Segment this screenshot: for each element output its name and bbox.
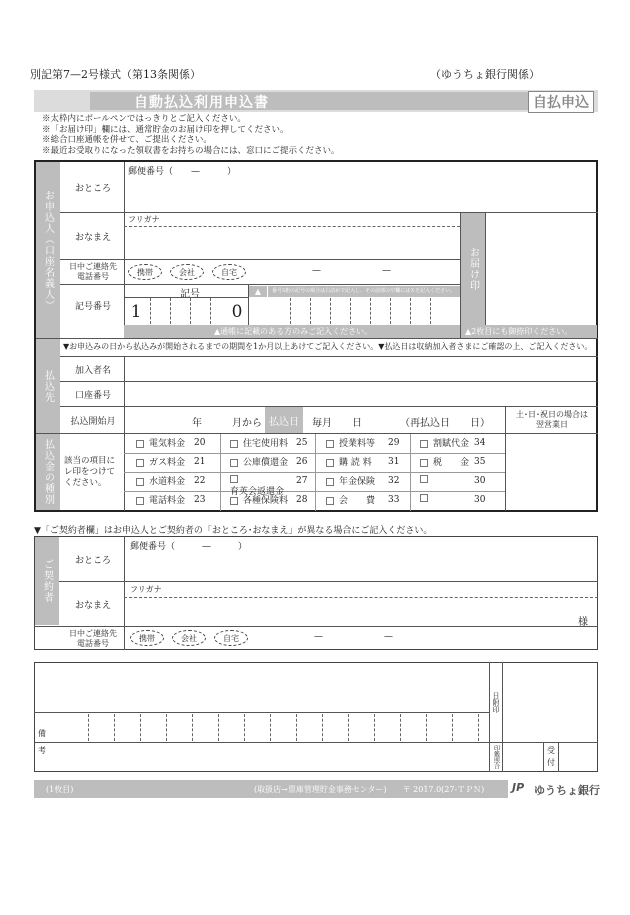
form-number: 別記第7—2号様式（第13条関係） bbox=[30, 68, 201, 81]
payment-type-item[interactable] bbox=[230, 493, 296, 509]
phone-separator: — bbox=[314, 632, 323, 642]
checkbox-icon[interactable] bbox=[230, 475, 238, 483]
payment-type-item[interactable] bbox=[136, 455, 194, 471]
holiday-note-line: 翌営業日 bbox=[536, 420, 568, 429]
payment-type-item[interactable] bbox=[326, 474, 388, 490]
note: ※太枠内にボールペンではっきりとご記入ください。 bbox=[42, 114, 246, 124]
payment-type-item[interactable] bbox=[420, 474, 474, 490]
payment-type-item[interactable] bbox=[326, 455, 388, 471]
name-field[interactable] bbox=[126, 228, 458, 258]
warning-bar-1 bbox=[124, 325, 460, 338]
payment-type-item[interactable] bbox=[326, 493, 388, 509]
year-unit: 年 bbox=[192, 418, 202, 429]
address-label: おところ bbox=[74, 183, 111, 194]
postal-code-field[interactable]: 郵便番号（ — ） bbox=[128, 167, 237, 177]
account-number-label: 記号番号 bbox=[74, 301, 111, 312]
instructions bbox=[42, 114, 340, 156]
payment-type-code: 25 bbox=[296, 438, 308, 448]
warning-bar-2 bbox=[461, 325, 597, 338]
contract-name-field[interactable] bbox=[126, 599, 566, 623]
contract-side-label: ご契約者 bbox=[35, 537, 59, 625]
kigou-digit: 1 bbox=[130, 302, 142, 322]
checkbox-icon[interactable] bbox=[420, 459, 428, 467]
kigou-label: 記号 bbox=[180, 289, 200, 300]
remarks-divider bbox=[348, 714, 349, 741]
payment-type-label: 授業料等 bbox=[339, 439, 376, 449]
payment-type-code: 34 bbox=[474, 438, 486, 448]
receipt-label-char: 受 bbox=[547, 746, 555, 755]
remarks-divider bbox=[244, 714, 245, 741]
payment-type-code: 28 bbox=[296, 495, 308, 505]
payment-type-item[interactable] bbox=[230, 474, 296, 497]
second-sheet-warning-text: 2枚目にも御捺印ください。 bbox=[471, 327, 573, 336]
remarks-divider bbox=[452, 714, 453, 741]
payment-type-code: 23 bbox=[194, 495, 206, 505]
checkbox-icon[interactable] bbox=[326, 497, 334, 505]
checkbox-icon[interactable] bbox=[326, 478, 334, 486]
remarks-divider bbox=[322, 714, 323, 741]
note: ※最近お受取りになった領収書をお持ちの場合には、窓口にご提示ください。 bbox=[42, 145, 340, 156]
phone-type-office[interactable]: 会社 bbox=[170, 264, 204, 280]
bank-relation: （ゆうちょ銀行関係） bbox=[430, 68, 540, 81]
handler-label: 印鑑照合 bbox=[492, 745, 500, 769]
type-instruction-line: 該当の項目に bbox=[64, 456, 116, 466]
phone-label-line: 電話番号 bbox=[77, 272, 109, 281]
remarks-divider bbox=[88, 714, 89, 741]
payment-type-code: 30 bbox=[474, 495, 486, 505]
payment-day-tag: 払込日 bbox=[265, 407, 303, 433]
title-banner bbox=[34, 90, 598, 112]
checkbox-icon[interactable] bbox=[136, 478, 144, 486]
type-instruction-line: ください。 bbox=[64, 478, 107, 488]
payment-type-code: 31 bbox=[388, 457, 400, 467]
checkbox-icon[interactable] bbox=[420, 440, 428, 448]
company-label: 加入者名 bbox=[74, 365, 111, 376]
payee-notice: ▼お申込みの日から払込みが開始されるまでの期間を1か月以上あけてご記入ください。▼払込日は収納加入者さまにご確認の上、ご記入ください。 bbox=[63, 342, 593, 351]
remarks-label: 備 bbox=[38, 729, 46, 738]
company-field[interactable] bbox=[126, 358, 596, 380]
checkbox-icon[interactable] bbox=[326, 440, 334, 448]
remarks-divider bbox=[192, 714, 193, 741]
monthly-day: 毎月 日 bbox=[312, 418, 362, 429]
contract-phone-home[interactable]: 自宅 bbox=[214, 630, 248, 646]
phone-type-home[interactable]: 自宅 bbox=[212, 264, 246, 280]
payment-type-item[interactable] bbox=[326, 436, 388, 452]
remarks-divider bbox=[140, 714, 141, 741]
remarks-field[interactable] bbox=[60, 664, 488, 710]
checkbox-icon[interactable] bbox=[136, 440, 144, 448]
payment-type-code: 29 bbox=[388, 438, 400, 448]
payment-type-code: 22 bbox=[194, 476, 206, 486]
type-instructions bbox=[64, 456, 115, 489]
payment-type-label: 電話料金 bbox=[149, 496, 186, 506]
payment-type-label: 住宅使用料 bbox=[243, 439, 289, 449]
remarks-divider bbox=[374, 714, 375, 741]
remarks-divider bbox=[114, 714, 115, 741]
warning-icon: ▲ bbox=[249, 286, 267, 297]
checkbox-icon[interactable] bbox=[420, 475, 428, 483]
remarks-divider bbox=[478, 714, 479, 741]
seal-box[interactable] bbox=[487, 214, 595, 324]
form-title: 自動払込利用申込書 bbox=[134, 95, 269, 111]
form-badge: 自払申込 bbox=[528, 91, 594, 113]
contract-note: ▼「ご契約者欄」はお申込人とご契約者の「おところ･おなまえ」が異なる場合にご記入ください。 bbox=[34, 526, 433, 536]
honorific: 様 bbox=[578, 617, 588, 628]
contract-address-label: おところ bbox=[74, 555, 111, 566]
payment-type-code: 20 bbox=[194, 438, 206, 448]
phone-label bbox=[62, 260, 124, 284]
routing-note: (取扱店→票庫管理貯金事務センター) 〒 2017.0(27-ＴＰＮ) bbox=[254, 785, 485, 794]
furigana-label: フリガナ bbox=[128, 215, 160, 224]
passbook-warning: ▲通帳に記載のある方のみご記入ください。 bbox=[214, 327, 373, 336]
receipt-label-char: 付 bbox=[547, 758, 555, 767]
phone-label-line: 日中ご連絡先 bbox=[69, 262, 117, 271]
contract-phone-label bbox=[62, 627, 124, 650]
holiday-note bbox=[506, 407, 598, 433]
contract-name-label: おなまえ bbox=[74, 600, 111, 611]
kigou-digit: 0 bbox=[231, 302, 243, 322]
payment-type-item[interactable] bbox=[420, 455, 474, 471]
checkbox-icon[interactable] bbox=[326, 459, 334, 467]
applicant-side-label: お申込人（口座名義人） bbox=[36, 162, 60, 338]
number-note-bar bbox=[268, 286, 460, 297]
payment-type-label: 税 金 bbox=[433, 458, 470, 468]
type-side-label: 払込金の種別 bbox=[36, 434, 60, 510]
checkbox-icon[interactable] bbox=[136, 497, 144, 505]
footer-bar bbox=[34, 780, 508, 798]
start-month-label: 払込開始月 bbox=[70, 416, 116, 427]
phone-separator: — bbox=[382, 266, 391, 276]
payment-type-label: 公庫償還金 bbox=[243, 458, 289, 468]
payment-type-item[interactable] bbox=[136, 436, 194, 452]
contract-postal-field[interactable]: 郵便番号（ — ） bbox=[130, 542, 248, 552]
payment-type-code: 27 bbox=[296, 476, 308, 486]
payment-type-code: 35 bbox=[474, 457, 486, 467]
account-field[interactable] bbox=[126, 383, 596, 405]
payment-type-code: 30 bbox=[474, 476, 486, 486]
second-sheet-warning: ▲2枚目にも御捺印ください。 bbox=[465, 327, 573, 336]
checkbox-icon[interactable] bbox=[136, 459, 144, 467]
payment-type-label: 購 読 料 bbox=[339, 458, 372, 468]
remarks-divider bbox=[426, 714, 427, 741]
retry-day: （再払込日 日） bbox=[400, 418, 490, 429]
remarks-divider bbox=[296, 714, 297, 741]
payment-type-item[interactable] bbox=[136, 474, 194, 490]
payment-type-code: 32 bbox=[388, 476, 400, 486]
remarks-divider bbox=[400, 714, 401, 741]
seal-label: お届け印 bbox=[461, 213, 485, 325]
name-label: おなまえ bbox=[74, 232, 111, 243]
checkbox-icon[interactable] bbox=[230, 440, 238, 448]
note: ※「お届け印」欄には、通常貯金のお届け印を押してください。 bbox=[42, 124, 289, 135]
payment-type-label: 年金保険 bbox=[339, 477, 376, 487]
number-note: 番号5桁の記号の場合は右詰めで記入し、その前部の空欄にはＸを記入ください。 bbox=[272, 288, 456, 294]
account-label: 口座番号 bbox=[74, 390, 111, 401]
phone-separator: — bbox=[384, 632, 393, 642]
contract-phone-label-line: 電話番号 bbox=[77, 638, 109, 648]
payment-type-item[interactable] bbox=[420, 493, 474, 509]
contract-phone-label-line: 日中ご連絡先 bbox=[69, 628, 117, 638]
remarks-divider bbox=[270, 714, 271, 741]
payment-type-label: ガス料金 bbox=[149, 458, 186, 468]
holiday-note-line: 土･日･祝日の場合は bbox=[516, 410, 588, 419]
contract-furigana-label: フリガナ bbox=[130, 585, 162, 594]
payment-type-label: 電気料金 bbox=[149, 439, 186, 449]
bank-logo: ゆうちょ銀行 bbox=[534, 784, 600, 797]
phone-type-mobile[interactable]: 携帯 bbox=[128, 264, 162, 280]
payment-type-item[interactable] bbox=[136, 493, 194, 509]
payment-type-label: 各種保険料 bbox=[243, 496, 289, 506]
payment-type-item[interactable] bbox=[230, 436, 296, 452]
payment-type-label: 育英会返還金 bbox=[230, 487, 285, 497]
jp-logo-icon: JP bbox=[512, 781, 525, 794]
checkbox-icon[interactable] bbox=[230, 497, 238, 505]
remarks-divider bbox=[218, 714, 219, 741]
payment-type-code: 33 bbox=[388, 495, 400, 505]
receipt-label bbox=[544, 743, 558, 771]
remarks-label: 考 bbox=[38, 746, 46, 755]
date-seal-label: 日附印 bbox=[492, 691, 500, 713]
payee-side-label: 払込先 bbox=[36, 339, 60, 434]
payment-type-code: 26 bbox=[296, 457, 308, 467]
payment-type-item[interactable] bbox=[420, 436, 474, 452]
type-instruction-line: レ印をつけて bbox=[64, 467, 116, 477]
remarks-divider bbox=[166, 714, 167, 741]
payment-type-item[interactable] bbox=[230, 455, 296, 471]
contract-phone-office[interactable]: 会社 bbox=[172, 630, 206, 646]
month-from-unit: 月から bbox=[232, 418, 262, 429]
checkbox-icon[interactable] bbox=[230, 459, 238, 467]
payment-type-label: 水道料金 bbox=[149, 477, 186, 487]
phone-separator: — bbox=[312, 266, 321, 276]
checkbox-icon[interactable] bbox=[420, 494, 428, 502]
sheet-number: (1枚目) bbox=[46, 785, 74, 794]
note: ※総合口座通帳を併せて、ご提出ください。 bbox=[42, 135, 212, 145]
payment-type-code: 21 bbox=[194, 457, 206, 467]
passbook-warning-text: 通帳に記載のある方のみご記入ください。 bbox=[220, 327, 373, 336]
payment-type-label: 割賦代金 bbox=[433, 439, 470, 449]
contract-phone-mobile[interactable]: 携帯 bbox=[130, 630, 164, 646]
payment-type-label: 会 費 bbox=[339, 496, 376, 506]
